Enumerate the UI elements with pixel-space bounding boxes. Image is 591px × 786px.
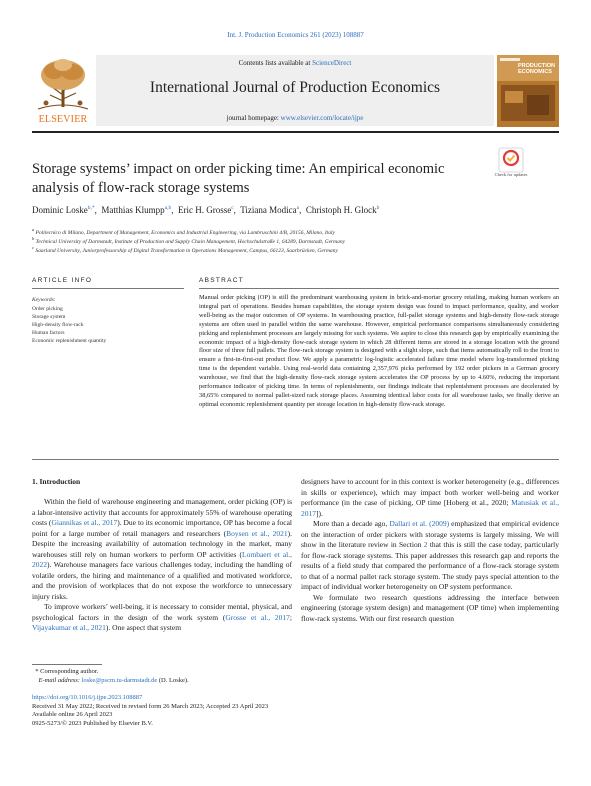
body-column-left [32, 497, 292, 634]
citation-link[interactable]: Matusiak et al., 2017 [301, 498, 559, 518]
header-rule [32, 131, 559, 133]
body-paragraph: To improve workers’ well-being, it is necessary to consider mental, physical, and psychological factors in the design of the work system (Grosse et al., 2017; Vijayakumar et al., 2021). One aspect that system [32, 602, 293, 632]
citation-link[interactable]: 2 [423, 540, 428, 549]
author-list: Dominic Loske$^{b,*}$, Matthias Klumpp$^{a,b}$, Eric H. Grosse$^c$, Tiziana Modica$^a$, Christoph H. Glock$^b$ [32, 205, 380, 215]
citation-link[interactable]: Vijayakumar et al., 2021 [32, 623, 106, 632]
cover-title: PRODUCTION ECONOMICS [518, 63, 555, 75]
abstract-bottom-rule [32, 459, 559, 460]
available-online: Available online 26 April 2023 [32, 711, 113, 718]
body-paragraph: More than a decade ago, Dallari et al. (2009) emphasized that empirical evidence on the interaction of order pickers with storage systems is largely missing. We will show in the literature review in Section 2 that this is still the case today, particularly for flow-rack storage systems. This paper addresses this research gap and reports the results of a field study that compared the performance of a flow-rack storage system to that of a normal pallet rack storage system. The study pays special attention to the impact of individual worker heterogeneity on OP system performance. [301, 519, 559, 591]
citation-link[interactable]: Giannikas et al., 2017 [51, 518, 118, 527]
affiliation: $^c$ Saarland University, Juniorprofessorship of Digital Transformation in Operations Management, Campus, 66123, Saarbrücken, Germany [32, 245, 338, 254]
body-column-right [301, 477, 559, 624]
email-note: E-mail address: loske@pscm.tu-darmstadt.de (D. Loske). [38, 676, 189, 684]
doi-link[interactable]: https://doi.org/10.1016/j.ijpe.2023.108887 [32, 694, 143, 701]
elsevier-wordmark: ELSEVIER [38, 114, 88, 125]
section-heading: 1. Introduction [32, 477, 81, 486]
keyword: Order picking [32, 306, 63, 312]
email-link[interactable]: loske@pscm.tu-darmstadt.de [81, 676, 158, 684]
author-name[interactable]: Eric H. Grosse [177, 205, 232, 215]
keyword: Human factors [32, 330, 65, 336]
article-history: Received 31 May 2022; Received in revised form 26 March 2023; Accepted 23 April 2023 [32, 702, 269, 710]
abstract-rule [199, 288, 559, 289]
author-superscript: b,* [87, 205, 95, 211]
citation-link[interactable]: Grosse et al., 2017 [225, 612, 290, 622]
author-name[interactable]: Dominic Loske [32, 205, 88, 215]
author-superscript: c [231, 205, 234, 211]
abstract-text: Manual order picking (OP) is still the predominant warehousing system in brick-and-mortar grocery retailing, making human workers an integral part of operations. Besides human capabilities, the storage system design was found to impact performance, quality, and worker well-being as the major outcomes of OP systems. In warehousing practice, full-pallet storage systems and high-density flow-rack storage systems are often used in parallel within the same warehouse. However, empirical performance comparisons simultaneously considering picking and replenishment processes are largely missing for such systems. We aspire to close this research gap by empirically examining the economic impact of a high-density flow-rack storage system in which 28 different items are stored in a storage location with the ground floor size of three full pallets. The flow-rack storage system is designed with a slight slope, such that items automatically roll to the front to ensure a first-in-first-out product flow. We apply a parametric log-logistic accelerated failure time model where log-transformed picking time is the dependent variable. Using real-world data containing 2,357,976 picks performed by 192 order pickers in a German grocery warehouse, we find that the high-density flow-rack storage system accelerates the OP process by up to 4.60%, reducing the important performance indicator of picking time. In terms of replenishments, our findings indicate that replenishment processes are decelerated by 38,65% compared to normal pallet-sized rack storage places. Assuming identical labor costs for all warehouse tasks, we finally derive an optimal economic replenishment quantity per storage location in high-density flow-rack storage. [199, 294, 559, 408]
author-name[interactable]: Tiziana Modica [240, 205, 297, 215]
citation-link[interactable]: Dallari et al. (2009) [389, 519, 450, 528]
affiliation: $^a$ Politecnico di Milano, Department of Management, Economics and Industrial Engineering, via Lambruschini 4/B, 20156, Milano, Italy [32, 227, 335, 236]
footnote-rule [32, 664, 102, 665]
keyword: Economic replenishment quantity [32, 338, 107, 344]
article-info-heading: ARTICLE INFO [32, 277, 93, 284]
article-footer [32, 694, 432, 728]
keywords-label: Keywords: [32, 297, 56, 303]
homepage-link[interactable]: www.elsevier.com/locate/ijpe [280, 114, 364, 122]
corresponding-note: * Corresponding author. [32, 668, 99, 675]
journal-title: International Journal of Production Economics [149, 79, 441, 96]
article-title: Storage systems’ impact on order picking time: An empirical economic analysis of flow-rack storage systems [32, 161, 445, 196]
keywords-list [32, 305, 162, 345]
abstract-heading: ABSTRACT [199, 277, 245, 284]
sciencedirect-link[interactable]: ScienceDirect [312, 59, 352, 67]
affiliation: $^b$ Technical University of Darmstadt, Institute of Production and Supply Chain Management, Hochschulstraße 1, 64289, Darmstadt, Germany [32, 236, 346, 245]
citation-link[interactable]: Lombaert et al., 2022 [32, 549, 292, 569]
footnote [32, 668, 292, 685]
author-superscript: b [376, 205, 380, 211]
body-paragraph: We formulate two research questions addressing the interface between engineering (storage system design) and management (OP time) when implementing flow-rack systems. With our first research question [301, 592, 559, 623]
check-for-updates-icon[interactable] [498, 147, 524, 173]
keyword: Storage system [32, 314, 66, 320]
citation-link[interactable]: Boysen et al., 2021 [226, 528, 288, 538]
copyright: 0925-5273/© 2023 Published by Elsevier B.V. [32, 719, 153, 727]
author-superscript: a,b [164, 205, 172, 211]
author-superscript: a [296, 205, 300, 211]
homepage-line: journal homepage: www.elsevier.com/locate/ijpe [226, 114, 364, 122]
body-paragraph: Within the field of warehouse engineering and management, order picking (OP) is a labor-intensive activity that accounts for approximately 55% of warehouse operating costs (Giannikas et al., 2017). Due to its economic importance, OP has become a focal point for a large number of retail managers and researchers (Boysen et al., 2021). Despite the increasing availability of automation technology in the market, many warehouses still rely on human workers to perform OP activities (Lombaert et al., 2022). Warehouse managers face various challenges today, including the handling of volatile orders, the hiring and maintenance of a qualified and motivated workforce, and the provision of workplaces that do not expose the workforce to unnecessary injury risks. [32, 497, 293, 601]
author-name[interactable]: Christoph H. Glock [305, 205, 377, 215]
article-info-rule [32, 288, 184, 289]
body-paragraph: designers have to account for in this context is worker heterogeneity (e.g., differences in skills or experience), which may impact both worker well-being and worker performance (in the case of picking, OP time [Hoberg et al., 2020; Matusiak et al., 2017]). [301, 477, 559, 518]
journal-reference[interactable]: Int. J. Production Economics 261 (2023) 108887 [227, 31, 364, 39]
contents-line: Contents lists available at ScienceDirect [238, 59, 352, 67]
keyword: High-density flow-rack [32, 322, 84, 328]
check-for-updates-label: Check for updates [494, 172, 528, 177]
author-name[interactable]: Matthias Klumpp [101, 205, 165, 215]
